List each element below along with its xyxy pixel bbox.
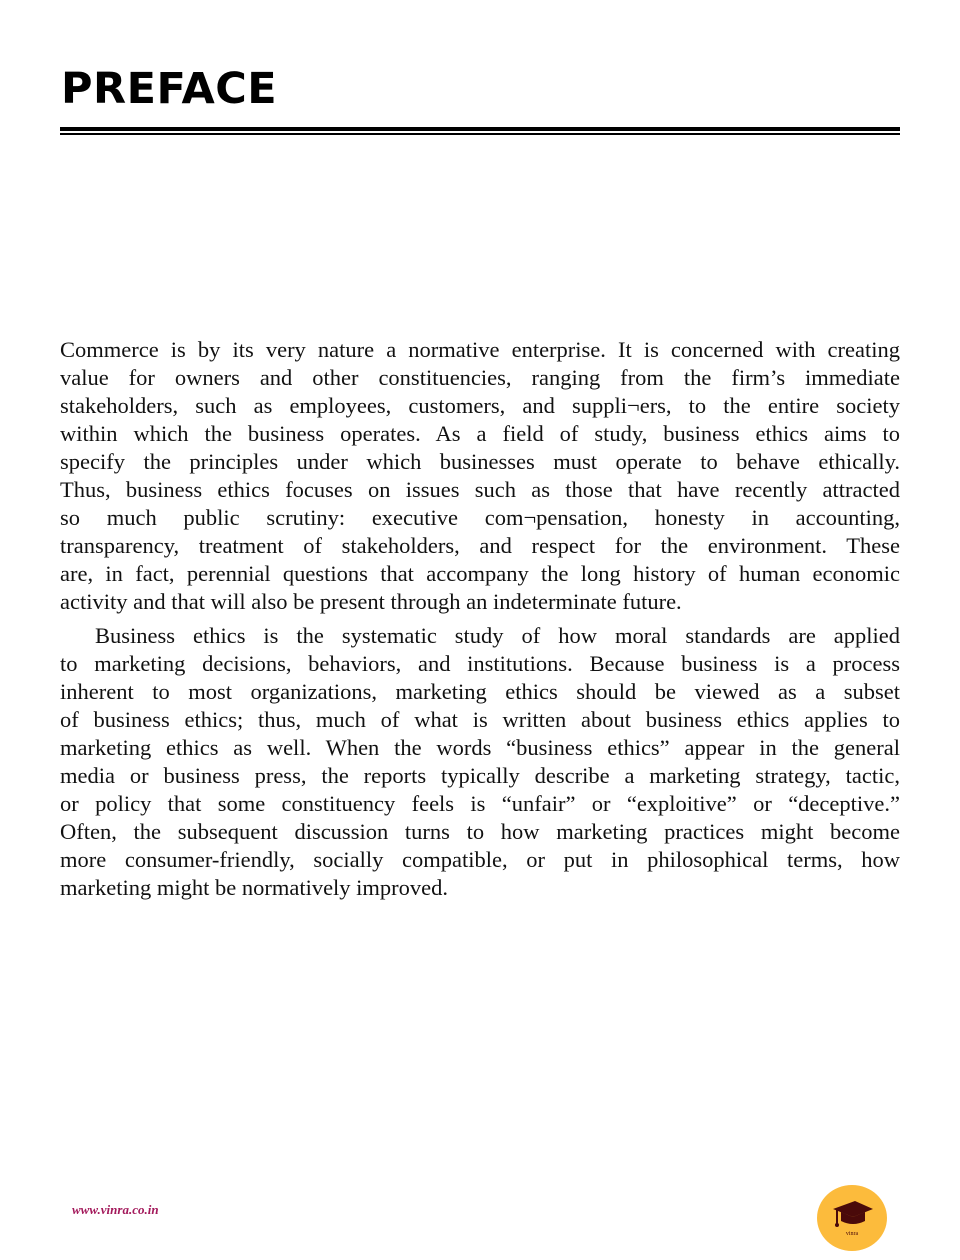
paragraph <box>60 622 900 902</box>
text-line: specify the principles under which businesses must operate to behave ethically. <box>60 449 900 474</box>
text-line: marketing might be normatively improved. <box>60 875 449 900</box>
text-line: within which the business operates. As a field of study, business ethics aims to <box>60 421 900 446</box>
page-title: PREFACE <box>61 64 278 114</box>
text-line: inherent to most organizations, marketing ethics should be viewed as a subset <box>60 679 900 704</box>
text-line: to marketing decisions, behaviors, and institutions. Because business is a process <box>60 651 900 676</box>
publisher-logo <box>817 1185 887 1251</box>
title-rule-thin <box>60 133 900 135</box>
text-line: Commerce is by its very nature a normative enterprise. It is concerned with creating <box>60 337 900 362</box>
paragraph <box>60 336 900 616</box>
text-line: more consumer-friendly, socially compatible, or put in philosophical terms, how <box>60 847 900 872</box>
text-line: Often, the subsequent discussion turns to how marketing practices might become <box>60 819 900 844</box>
title-rule-thick <box>60 127 900 131</box>
text-line: Thus, business ethics focuses on issues such as those that have recently attracted <box>60 477 900 502</box>
text-line: of business ethics; thus, much of what is written about business ethics applies to <box>60 707 900 732</box>
text-line: media or business press, the reports typically describe a marketing strategy, tactic, <box>60 763 900 788</box>
text-line: or policy that some constituency feels is “unfair” or “exploitive” or “deceptive.” <box>60 791 900 816</box>
text-line: transparency, treatment of stakeholders, and respect for the environment. These <box>60 533 900 558</box>
graduation-cap-icon <box>829 1197 875 1239</box>
body-text <box>60 336 900 908</box>
text-line: marketing ethics as well. When the words “business ethics” appear in the general <box>60 735 900 760</box>
text-line: activity and that will also be present through an indeterminate future. <box>60 589 682 614</box>
svg-text:vinra: vinra <box>845 1231 859 1237</box>
text-line: Business ethics is the systematic study of how moral standards are applied <box>95 623 900 648</box>
footer-url-link[interactable]: www.vinra.co.in <box>72 1202 159 1217</box>
text-line: so much public scrutiny: executive com¬pensation, honesty in accounting, <box>60 505 900 530</box>
text-line: are, in fact, perennial questions that accompany the long history of human economic <box>60 561 900 586</box>
text-line: stakeholders, such as employees, customers, and suppli¬ers, to the entire society <box>60 393 900 418</box>
text-line: value for owners and other constituencies, ranging from the firm’s immediate <box>60 365 900 390</box>
